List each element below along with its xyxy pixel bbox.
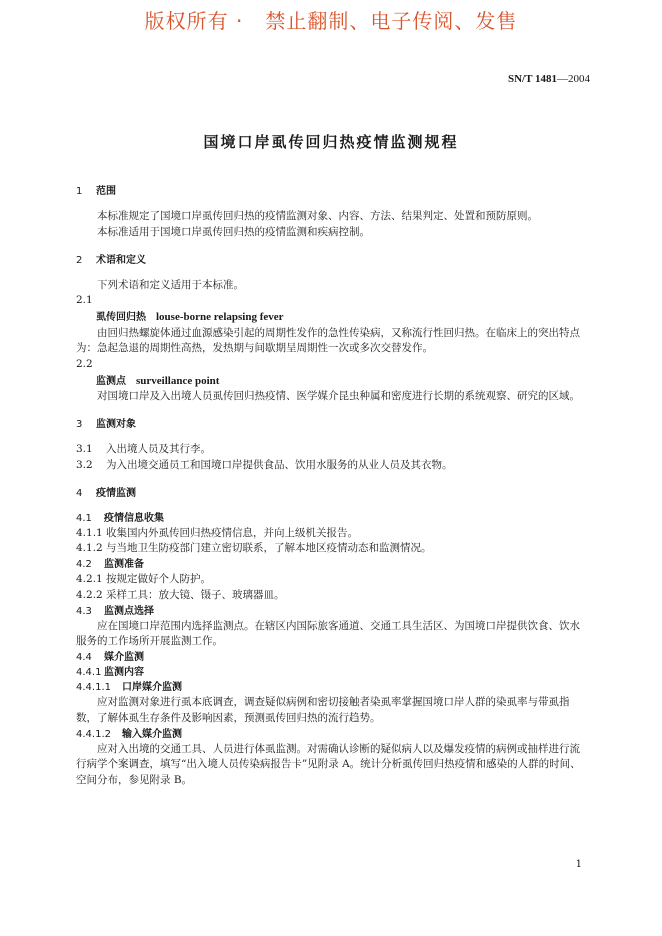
subsection-paragraph: 应对监测对象进行虱本底调查，调查疑似病例和密切接触者染虱率掌握国境口岸人群的染虱率与带虱指数，了解体虱生存条件及影响因素，预测虱传回归热的流行趋势。 [76,696,570,724]
section-3-heading: 3 监测对象 [76,419,136,430]
subsection-paragraph: 应在国境口岸范围内选择监测点。在辖区内国际旅客通道、交通工具生活区、为国境口岸提供饮食、饮水服务的工作场所开展监测工作。 [76,619,580,648]
standard-code [508,71,590,88]
term-definition: 由回归热螺旋体通过血源感染引起的周期性发作的急性传染病，又称流行性回归热。在临床上的突出特点为：急起急退的周期性高热，发热期与间歇期呈周期性一次或多次交替发作。 [76,326,580,355]
subsection-heading: 4.4.1.2 输入媒介监测 [76,728,182,740]
subsection-heading: 4.2 监测准备 [76,559,144,570]
term-definition: 对国境口岸及入出境人员虱传回归热疫情、医学媒介昆虫种属和密度进行长期的系统观察、研究的区域。 [97,390,580,403]
term-heading: 虱传回归热 louse-borne relapsing fever [96,311,284,323]
subsection-heading: 4.3 监测点选择 [76,605,154,617]
page-number: 1 [575,859,582,870]
standard-year: —2004 [557,73,590,85]
section-1-paragraph: 本标准适用于国境口岸虱传回归热的疫情监测和疾病控制。 [97,225,370,238]
term-heading: 监测点 surveillance point [96,374,220,387]
list-item: 3.1 入出境人员及其行李。 [76,443,211,455]
document-title: 国境口岸虱传回归热疫情监测规程 [203,133,459,151]
standard-number: SN/T 1481 [507,73,557,85]
section-2-heading: 2 术语和定义 [76,254,146,266]
list-item: 4.2.1 按规定做好个人防护。 [76,573,211,585]
subsection-heading: 4.1 疫情信息收集 [76,512,164,524]
section-1-heading: 1 范围 [76,186,116,197]
list-item: 4.1.2 与当地卫生防疫部门建立密切联系，了解本地区疫情动态和监测情况。 [76,542,432,555]
list-item: 4.2.2 采样工具：放大镜、镊子、玻璃器皿。 [76,588,285,601]
list-item: 3.2 为入出境交通员工和国境口岸提供食品、饮用水服务的从业人员及其衣物。 [76,458,453,471]
section-1-paragraph: 本标准规定了国境口岸虱传回归热的疫情监测对象、内容、方法、结果判定、处置和预防原则。 [97,210,538,222]
subsection-paragraph: 应对入出境的交通工具、人员进行体虱监测。对需确认诊断的疑似病人以及爆发疫情的病例或抽样进行流行病学个案调查，填写“出入境人员传染病报告卡”见附录 A。统计分析虱传回归热疫情和感染的人群的时间、空间分布，参见附录 B。 [76,742,581,786]
term-number: 2.1 [76,294,93,307]
section-4-heading: 4 疫情监测 [76,487,136,499]
copyright-watermark: 版权所有 · 禁止翻制、电子传阅、发售 [144,9,518,33]
subsection-heading: 4.4 媒介监测 [76,652,144,663]
section-2-paragraph: 下列术语和定义适用于本标准。 [97,278,244,291]
subsection-heading: 4.4.1.1 口岸媒介监测 [76,682,182,693]
list-item: 4.1.1 收集国内外虱传回归热疫情信息，并向上级机关报告。 [76,526,358,539]
subsection-heading: 4.4.1 监测内容 [76,667,144,678]
document-body [76,184,586,789]
term-number: 2.2 [76,358,93,370]
